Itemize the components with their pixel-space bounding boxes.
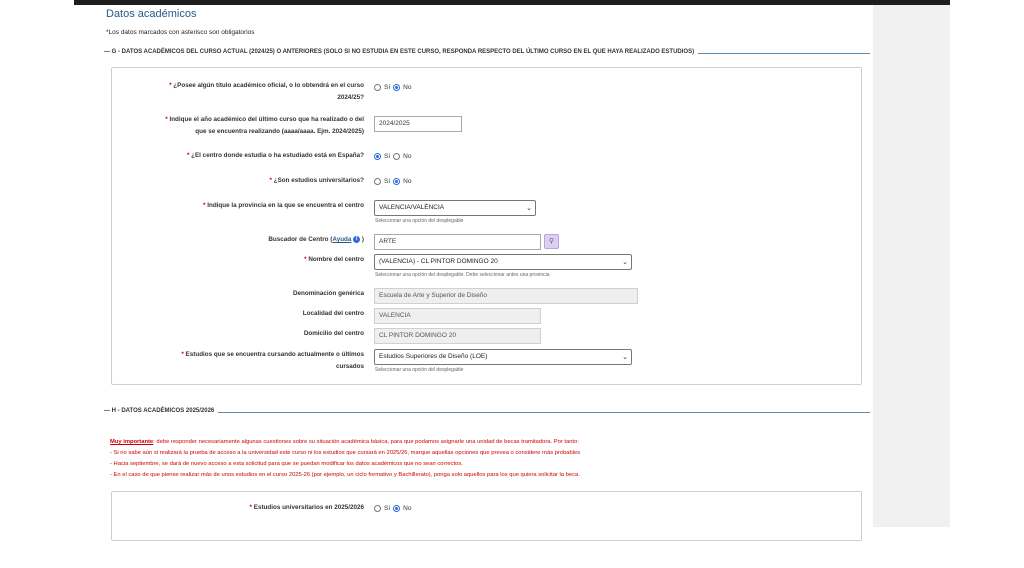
radio-q4-no-label: No <box>403 178 412 185</box>
right-margin <box>873 5 950 527</box>
label-q5: * Indique la provincia en la que se encuentra el centro <box>203 202 364 209</box>
radio-q3-no[interactable] <box>393 153 400 160</box>
center-name-select-value: (VALENCIA) - CL PINTOR DOMINGO 20 <box>379 258 498 265</box>
radio-group-h-q1 <box>374 505 411 512</box>
radio-group-q4 <box>374 178 411 185</box>
important-line-2: - Si no sabe aún si realizará la prueba de acceso a la universidad este curso ni los estudios que cursará en 2025/26, marque aquellas opciones que prevea o considere más probables <box>110 450 581 456</box>
radio-q1-no-label: No <box>403 84 412 91</box>
province-select[interactable] <box>374 200 536 216</box>
info-icon[interactable]: i <box>353 236 360 243</box>
radio-q4-yes-label: Sí <box>384 178 391 185</box>
label-q2: * Indique el año académico del último curso que ha realizado o del que se encuentra realizando (aaaa/aaaa. Ejm. 2024/2025) <box>165 116 364 135</box>
panel-section-g <box>111 67 862 385</box>
studies-select[interactable] <box>374 349 632 365</box>
locality-field: VALENCIA <box>374 308 541 324</box>
radio-group-q3 <box>374 153 411 160</box>
center-name-hint: Seleccionar una opción del desplegable. Debe seleccionar antes una provincia <box>375 272 550 278</box>
important-note <box>110 439 579 445</box>
label-q5-text: Indique la provincia en la que se encuentra el centro <box>207 202 364 209</box>
required-note: *Los datos marcados con asterisco son obligatorios <box>106 29 255 36</box>
radio-q1-no[interactable] <box>393 84 400 91</box>
chevron-down-icon: ⌄ <box>622 354 628 361</box>
studies-select-value: Estudios Superiores de Diseño (LOE) <box>379 353 488 360</box>
radio-h-q1-no-label: No <box>403 505 412 512</box>
label-q7: * Nombre del centro <box>304 256 364 263</box>
radio-q4-yes[interactable] <box>374 178 381 185</box>
address-field: CL PINTOR DOMINGO 20 <box>374 328 541 344</box>
label-q11-text-a: Estudios que se encuentra cursando actualmente o últimos <box>185 351 364 358</box>
label-q1-text-a: ¿Posee algún título académico oficial, o lo obtendrá en el curso <box>173 82 364 89</box>
center-name-select[interactable] <box>374 254 632 270</box>
label-q6 <box>112 234 364 246</box>
important-text: : debe responder necesariamente algunas cuestiones sobre su situación académica básica, para que podamos asignarle una unidad de becas tramitadora. Por tanto: <box>153 439 579 445</box>
page-title: Datos académicos <box>106 8 197 20</box>
label-q3: * ¿El centro donde estudia o ha estudiado está en España? <box>186 152 364 159</box>
legend-section-g: — G - DATOS ACADÉMICOS DEL CURSO ACTUAL (2024/25) O ANTERIORES (SOLO SI NO ESTUDIA EN ESTE CURSO, RESPONDA RESPECTO DEL ÚLTIMO CURSO EN EL QUE HAYA REALIZADO ESTUDIOS) <box>104 49 698 55</box>
label-q1: * ¿Posee algún título académico oficial, o lo obtendrá en el curso 2024/25? <box>169 82 364 101</box>
radio-h-q1-no[interactable] <box>393 505 400 512</box>
label-q11: * Estudios que se encuentra cursando actualmente o últimos cursados <box>181 351 364 370</box>
chevron-down-icon: ⌄ <box>622 259 628 266</box>
important-label: Muy importante <box>110 439 154 445</box>
radio-q3-no-label: No <box>403 153 412 160</box>
fieldset-section-h <box>104 408 870 414</box>
province-select-value: VALENCIA/VALÈNCIA <box>379 204 445 211</box>
radio-q1-yes[interactable] <box>374 84 381 91</box>
radio-h-q1-yes-label: Sí <box>384 505 391 512</box>
radio-q3-yes-label: Sí <box>384 153 391 160</box>
center-search-input[interactable]: ARTE <box>374 234 541 250</box>
radio-h-q1-yes[interactable] <box>374 505 381 512</box>
label-q4-text: ¿Son estudios universitarios? <box>273 177 364 184</box>
label-q2-text-b: que se encuentra realizando (aaaa/aaaa. Ejm. 2024/2025) <box>195 128 364 135</box>
label-q7-text: Nombre del centro <box>308 256 364 263</box>
label-q8: Denominación genérica <box>292 290 364 297</box>
label-q2-text-a: Indique el año académico del último curso que ha realizado o del <box>169 116 364 123</box>
legend-section-h: — H - DATOS ACADÉMICOS 2025/2026 <box>104 408 218 414</box>
fieldset-section-g <box>104 49 870 55</box>
academic-year-input[interactable]: 2024/2025 <box>374 116 462 132</box>
province-hint: Seleccionar una opción del desplegable <box>375 218 464 224</box>
label-q4: * ¿Son estudios universitarios? <box>269 177 364 184</box>
label-q11-text-b: cursados <box>336 363 364 370</box>
label-q6-text-post: ) <box>361 236 364 243</box>
label-h-q1-text: Estudios universitarios en 2025/2026 <box>253 504 364 511</box>
panel-section-h <box>111 491 862 541</box>
label-q3-text: ¿El centro donde estudia o ha estudiado está en España? <box>191 152 364 159</box>
label-q6-text-pre: Buscador de Centro ( <box>268 236 333 243</box>
generic-name-field: Escuela de Arte y Superior de Diseño <box>374 288 638 304</box>
chevron-down-icon: ⌄ <box>526 205 532 212</box>
help-link[interactable]: Ayuda <box>332 236 352 243</box>
search-icon[interactable]: ⚲ <box>544 234 559 249</box>
form-page <box>92 5 873 527</box>
radio-q1-yes-label: Sí <box>384 84 391 91</box>
radio-q3-yes[interactable] <box>374 153 381 160</box>
important-line-4: - En el caso de que piense realizar más de unos estudios en el curso 2025-26 (por ejemplo, un ciclo formativo y Bachillerato), ponga solo aquellos para los que quiera solicitar la beca. <box>110 472 580 478</box>
legend-line <box>830 53 870 54</box>
radio-group-q1 <box>374 84 411 91</box>
label-q10: Domicilio del centro <box>303 330 364 337</box>
radio-q4-no[interactable] <box>393 178 400 185</box>
label-h-q1: * Estudios universitarios en 2025/2026 <box>249 504 364 511</box>
label-q1-text-b: 2024/25? <box>337 94 364 101</box>
label-q9: Localidad del centro <box>302 310 364 317</box>
important-line-3: - Hacia septiembre, se dará de nuevo acceso a esta solicitud para que se puedan modificar los datos académicos que no sean correctos. <box>110 461 463 467</box>
studies-hint: Seleccionar una opción del desplegable <box>375 367 464 373</box>
